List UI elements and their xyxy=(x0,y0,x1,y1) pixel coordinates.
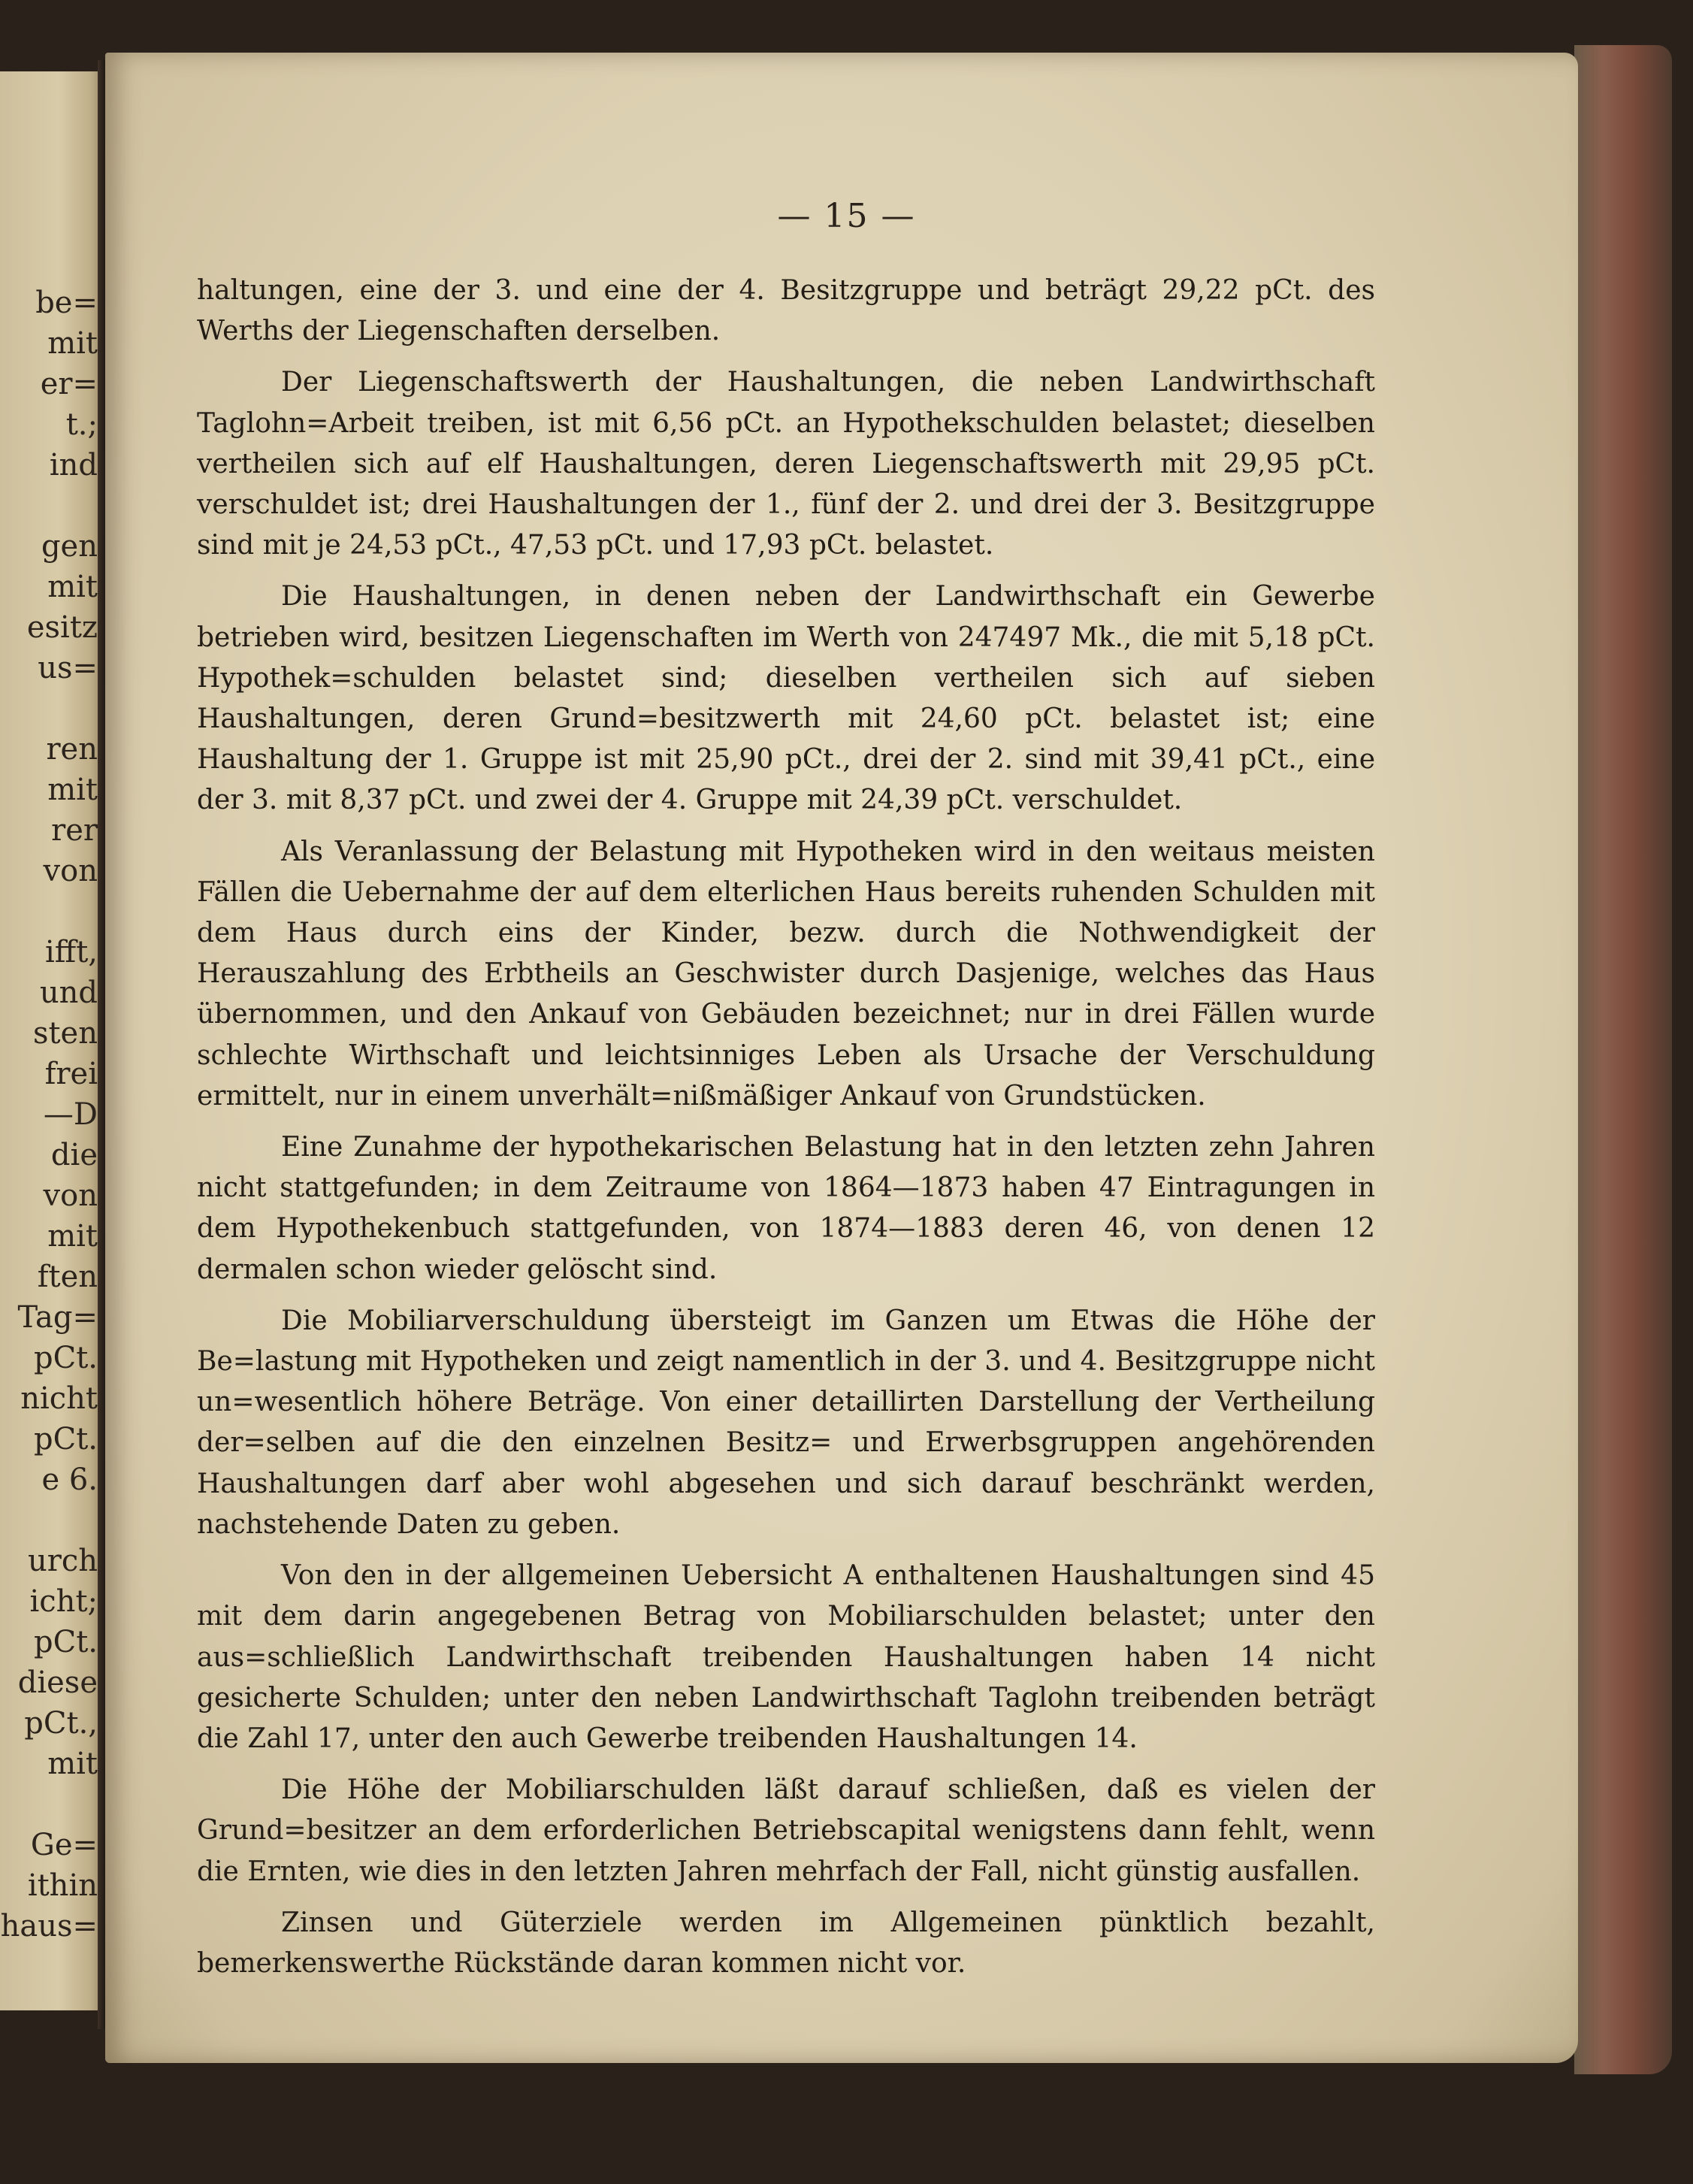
left-page-fragment: er= xyxy=(40,367,98,401)
paragraph: Die Haushaltungen, in denen neben der Landwirthschaft ein Gewerbe betrieben wird, besitzen Liegenschaften im Werth von 247497 Mk., die mit 5,18 pCt. Hypothek=schulden belastet sind; dieselben vertheilen sich auf sieben Haushaltungen, deren Grund=besitzwerth mit 24,60 pCt. belastet ist; eine Haushaltung der 1. Gruppe ist mit 25,90 pCt., drei der 2. sind mit 39,41 pCt., eine der 3. mit 8,37 pCt. und zwei der 4. Gruppe mit 24,39 pCt. verschuldet. xyxy=(197,581,1375,816)
left-page-fragment: esitz xyxy=(26,610,98,645)
left-page-fragment: haus= xyxy=(0,1909,98,1944)
left-page-remnant xyxy=(0,71,107,2010)
page-number: — 15 — xyxy=(777,197,916,235)
left-page-fragment: ften xyxy=(37,1260,98,1294)
paragraph: Zinsen und Güterziele werden im Allgemeinen pünktlich bezahlt, bemerkenswerthe Rückstände daran kommen nicht vor. xyxy=(197,1907,1375,1979)
left-page-fragment: von xyxy=(43,1178,98,1213)
paragraph: haltungen, eine der 3. und eine der 4. Besitzgruppe und beträgt 29,22 pCt. des Werths der Liegenschaften derselben. xyxy=(197,275,1375,347)
left-page-fragment: —D xyxy=(43,1097,98,1132)
left-page-fragment: Ge= xyxy=(30,1828,98,1862)
paragraph: Von den in der allgemeinen Uebersicht A enthaltenen Haushaltungen sind 45 mit dem darin angegebenen Betrag von Mobiliarschulden belastet; unter den aus=schließlich Landwirthschaft treibenden Haushaltungen haben 14 nicht gesicherte Schulden; unter den neben Landwirthschaft Taglohn treibenden beträgt die Zahl 17, unter den auch Gewerbe treibenden Haushaltungen 14. xyxy=(197,1560,1375,1754)
left-page-fragment: pCt. xyxy=(34,1422,98,1457)
paragraph: Die Höhe der Mobiliarschulden läßt darauf schließen, daß es vielen der Grund=besitzer an dem erforderlichen Betriebscapital wenigstens dann fehlt, wenn die Ernten, wie dies in den letzten Jahren mehrfach der Fall, nicht günstig ausfallen. xyxy=(197,1774,1375,1887)
left-page-fragment: und xyxy=(39,976,98,1010)
left-page-fragment: mit xyxy=(47,773,98,807)
left-page-fragment: urch xyxy=(27,1544,98,1578)
left-page-fragment: rer xyxy=(51,813,98,848)
left-page-fragment: ifft, xyxy=(45,935,98,969)
left-page-fragment: ind xyxy=(49,448,98,482)
paragraph: Die Mobiliarverschuldung übersteigt im Ganzen um Etwas die Höhe der Be=lastung mit Hypotheken und zeigt namentlich in der 3. und 4. Besitzgruppe nicht un=wesentlich höhere Beträge. Von einer detaillirten Darstellung der Vertheilung der=selben auf die den einzelnen Besitz= und Erwerbsgruppen angehörenden Haushaltungen darf aber wohl abgesehen und sich darauf beschränkt werden, nachstehende Daten zu geben. xyxy=(197,1305,1375,1540)
left-page-fragment: die xyxy=(50,1138,98,1172)
left-page-fragment: frei xyxy=(44,1057,98,1091)
paragraph: Als Veranlassung der Belastung mit Hypotheken wird in den weitaus meisten Fällen die Uebernahme der auf dem elterlichen Haus bereits ruhenden Schulden mit dem Haus durch eins der Kinder, bezw. durch die Nothwendigkeit der Herauszahlung des Erbtheils an Geschwister durch Dasjenige, welches das Haus übernommen, und den Ankauf von Gebäuden bezeichnet; nur in drei Fällen wurde schlechte Wirthschaft und leichtsinniges Leben als Ursache der Verschuldung ermittelt, nur in einem unverhält=nißmäßiger Ankauf von Grundstücken. xyxy=(197,836,1375,1112)
left-page-fragment: diese xyxy=(17,1665,98,1700)
left-page-fragment: pCt. xyxy=(34,1341,98,1375)
left-page-fragment: mit xyxy=(47,1747,98,1781)
left-page-fragment: sten xyxy=(32,1016,98,1051)
left-page-fragment: pCt., xyxy=(24,1706,98,1741)
left-page-fragment: mit xyxy=(47,1219,98,1254)
left-page-fragment: von xyxy=(43,854,98,888)
left-page-fragment: be= xyxy=(35,286,98,320)
left-page-fragment: e 6. xyxy=(41,1463,98,1497)
left-page-fragment: mit xyxy=(47,326,98,361)
left-page-fragment: mit xyxy=(47,570,98,604)
left-page-fragment: nicht xyxy=(20,1381,98,1416)
left-page-fragment: pCt. xyxy=(34,1625,98,1659)
book-cover-edge xyxy=(1574,45,1672,2074)
left-page-fragment: gen xyxy=(41,529,98,564)
left-page-fragment: Tag= xyxy=(17,1300,98,1335)
paragraph: Eine Zunahme der hypothekarischen Belastung hat in den letzten zehn Jahren nicht stattgefunden; in dem Zeitraume von 1864—1873 haben 47 Eintragungen in dem Hypothekenbuch stattgefunden, von 1874—1883 deren 46, von denen 12 dermalen schon wieder gelöscht sind. xyxy=(197,1132,1375,1285)
left-page-fragment: t.; xyxy=(65,407,98,442)
left-page-fragment: ren xyxy=(46,732,98,767)
left-page-fragment: us= xyxy=(38,651,98,685)
left-page-fragment: ithin xyxy=(27,1868,98,1903)
paragraph: Der Liegenschaftswerth der Haushaltungen, die neben Landwirthschaft Taglohn=Arbeit treiben, ist mit 6,56 pCt. an Hypothekschulden belastet; dieselben vertheilen sich auf elf Haushaltungen, deren Liegenschaftswerth mit 29,95 pCt. verschuldet ist; drei Haushaltungen der 1., fünf der 2. und drei der 3. Besitzgruppe sind mit je 24,53 pCt., 47,53 pCt. und 17,93 pCt. belastet. xyxy=(197,367,1375,561)
left-page-fragment: icht; xyxy=(29,1584,98,1619)
page-body-text xyxy=(197,271,1375,1995)
